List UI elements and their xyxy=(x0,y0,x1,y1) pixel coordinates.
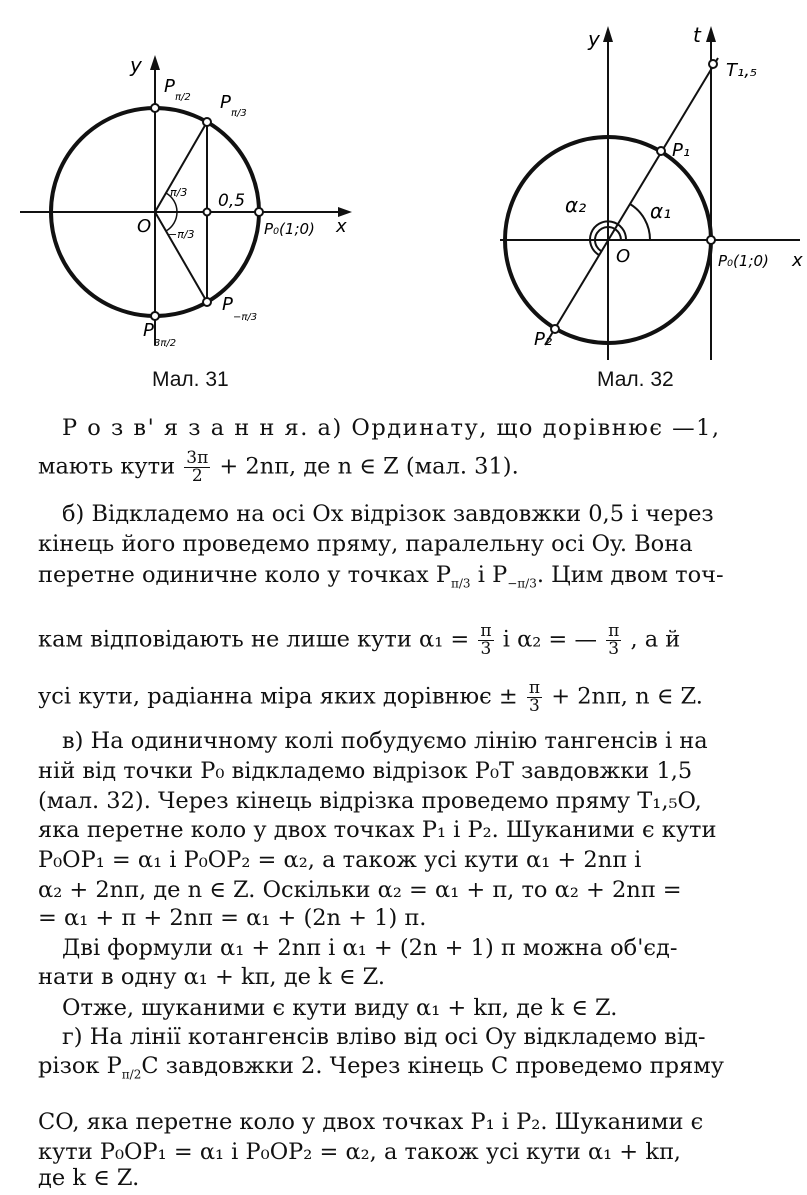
label-x: x xyxy=(792,250,803,271)
text-line-9: ній від точки P₀ відкладемо відрізок P₀T завдовжки 1,5 xyxy=(38,758,693,784)
label-t: t xyxy=(693,23,701,47)
text-line-20: CO, яка перетне коло у двох точках P₁ і P₂. Шуканими є xyxy=(38,1109,704,1135)
label-p-pi3-sub: π/3 xyxy=(231,108,247,119)
label-p-top: P xyxy=(164,76,175,97)
text-line-1: Р о з в' я з а н н я. а) Ординату, що дорівнює —1, xyxy=(62,415,721,441)
point-half xyxy=(204,209,211,216)
label-p-bottom-sub: 3π/2 xyxy=(154,338,177,349)
subscript-pi2: π/2 xyxy=(121,1067,142,1082)
text-line-5a: перетне одиничне коло у точках P xyxy=(38,562,451,588)
figure-31 xyxy=(0,0,400,370)
caption-fig32: Мал. 32 xyxy=(597,368,674,391)
label-t15: T₁,₅ xyxy=(726,60,758,81)
text-line-19b: C завдовжки 2. Через кінець C проведемо пряму xyxy=(141,1053,724,1079)
angle-arc-alpha1 xyxy=(630,204,650,240)
text-line-7 xyxy=(38,680,703,715)
label-origin: O xyxy=(137,216,152,237)
text-line-11: яка перетне коло у двох точках P₁ і P₂. Шуканими є кути xyxy=(38,817,717,843)
point-p-bottom xyxy=(151,312,159,320)
t-arrow xyxy=(706,26,716,42)
label-alpha2: α₂ xyxy=(565,193,587,217)
text-line-19 xyxy=(38,1052,724,1089)
y-arrow xyxy=(603,26,613,42)
text-line-21: кути P₀OP₁ = α₁ і P₀OP₂ = α₂, а також усі кути α₁ + kπ, xyxy=(38,1139,681,1165)
text-line-2b: + 2nπ, де n ∈ Z (мал. 31). xyxy=(219,453,519,480)
text-line-6 xyxy=(38,623,680,658)
point-p0 xyxy=(707,236,715,244)
label-x: x xyxy=(336,216,347,237)
figure-32 xyxy=(400,0,807,370)
point-p0 xyxy=(255,208,263,216)
point-p1 xyxy=(657,147,665,155)
caption-fig31: Мал. 31 xyxy=(152,368,229,391)
fraction-pi-3-b: $\frac{\pi}{3}$ xyxy=(608,621,620,659)
label-p-neg-pi3-sub: −π/3 xyxy=(233,312,258,323)
text-line-7a: усі кути, радіанна міра яких дорівнює ± xyxy=(38,683,518,710)
label-p0: P₀(1;0) xyxy=(264,220,315,238)
point-t15 xyxy=(709,60,717,68)
label-y: y xyxy=(588,27,600,51)
text-line-6b: і α₂ = — xyxy=(502,626,597,653)
label-p2: P₂ xyxy=(534,329,553,350)
text-line-14: = α₁ + π + 2nπ = α₁ + (2n + 1) π. xyxy=(38,905,427,931)
text-line-3: б) Відкладемо на осі Ox відрізок завдовжки 0,5 і через xyxy=(62,501,714,527)
text-line-18: г) На лінії котангенсів вліво від осі Oy відкладемо від- xyxy=(62,1024,706,1050)
text-line-5b: і P xyxy=(470,562,508,588)
label-angle-neg: −π/3 xyxy=(168,228,195,241)
point-p-top xyxy=(151,104,159,112)
text-line-15: Дві формули α₁ + 2nπ і α₁ + (2n + 1) π можна об'єд- xyxy=(62,935,678,961)
text-line-8: в) На одиничному колі побудуємо лінію тангенсів і на xyxy=(62,728,708,754)
label-p-pi3: P xyxy=(220,92,231,113)
label-p-top-sub: π/2 xyxy=(175,92,191,103)
text-line-17: Отже, шуканими є кути виду α₁ + kπ, де k ∈ Z. xyxy=(62,995,618,1021)
label-p0: P₀(1;0) xyxy=(718,252,769,270)
label-origin: O xyxy=(616,246,631,267)
point-p-neg-pi3 xyxy=(203,298,211,306)
fraction-pi-3-a: $\frac{\pi}{3}$ xyxy=(480,621,492,659)
text-line-5 xyxy=(38,561,724,598)
label-p-bottom: P xyxy=(143,320,154,341)
y-arrow xyxy=(150,55,160,70)
fraction-3pi-2: $\frac{3\pi}{2}$ xyxy=(186,448,209,486)
fraction-pi-3-c: $\frac{\pi}{3}$ xyxy=(528,678,541,716)
text-line-4: кінець його проведемо пряму, паралельну осі Oy. Вона xyxy=(38,531,693,557)
text-line-13: α₂ + 2nπ, де n ∈ Z. Оскільки α₂ = α₁ + π, то α₂ + 2nπ = xyxy=(38,877,682,903)
text-line-19a: різок P xyxy=(38,1053,122,1079)
text-line-10: (мал. 32). Через кінець відрізка проведемо пряму T₁,₅O, xyxy=(38,788,702,814)
label-half: 0,5 xyxy=(218,191,246,211)
text-line-6a: кам відповідають не лише кути α₁ = xyxy=(38,626,470,653)
text-line-6c: , а й xyxy=(630,626,681,653)
subscript-pi3: π/3 xyxy=(451,576,471,591)
subscript-neg-pi3: −π/3 xyxy=(507,576,537,591)
text-line-2a: мають кути xyxy=(38,453,176,480)
point-p2 xyxy=(551,325,559,333)
label-p-neg-pi3: P xyxy=(222,294,233,315)
radius-neg-pi3 xyxy=(155,212,207,302)
label-alpha1: α₁ xyxy=(650,199,672,223)
label-y: y xyxy=(130,53,142,77)
text-line-22: де k ∈ Z. xyxy=(38,1165,140,1191)
point-p-pi3 xyxy=(203,118,211,126)
label-p1: P₁ xyxy=(672,140,691,161)
text-line-12: P₀OP₁ = α₁ і P₀OP₂ = α₂, а також усі кути α₁ + 2nπ і xyxy=(38,847,642,873)
text-line-2 xyxy=(38,450,519,485)
text-line-7b: + 2nπ, n ∈ Z. xyxy=(551,683,703,710)
text-line-5c: . Цим двом точ- xyxy=(536,562,724,588)
text-line-16: нати в одну α₁ + kπ, де k ∈ Z. xyxy=(38,964,386,990)
label-angle-pos: π/3 xyxy=(170,186,188,199)
